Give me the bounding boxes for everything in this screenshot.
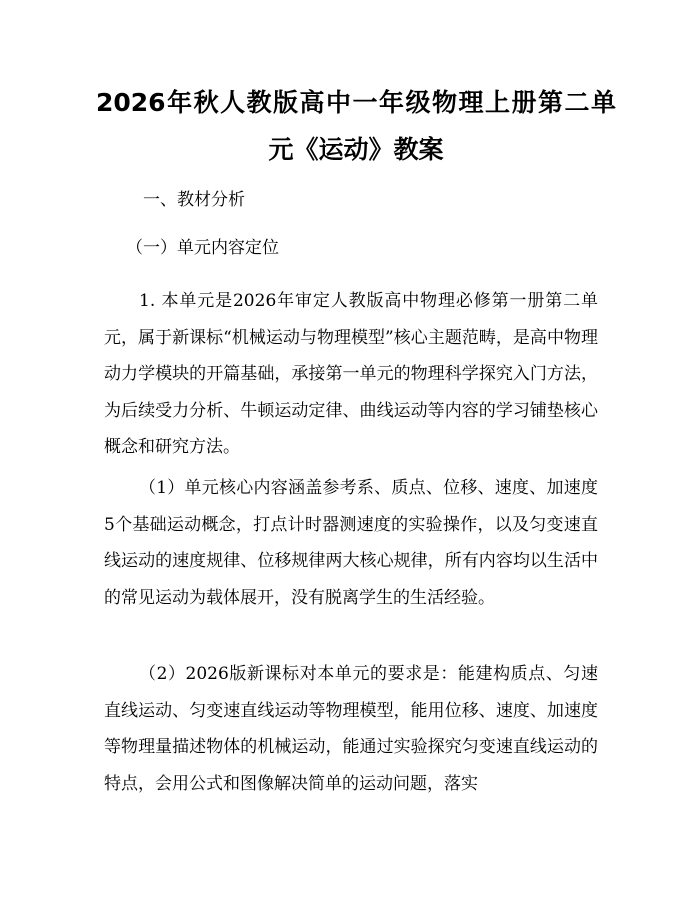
document-title-line-2: 元《运动》教案 <box>268 135 444 164</box>
paragraph-2: （1）单元核心内容涵盖参考系、质点、位移、速度、加速度5个基础运动概念，打点计时器测速度的实验操作，以及匀变速直线运动的速度规律、位移规律两大核心规律，所有内容均以生活中的常见运动为载体展开，没有脱离学生的生活经验。 <box>104 478 598 608</box>
paragraph-1: 1. 本单元是2026年审定人教版高中物理必修第一册第二单元，属于新课标“机械运动与物理模型”核心主题范畴，是高中物理动力学模块的开篇基础，承接第一单元的物理科学探究入门方法，为后续受力分析、牛顿运动定律、曲线运动等内容的学习铺垫核心概念和研究方法。 <box>104 291 598 457</box>
subsection-heading: （一）单元内容定位 <box>126 238 279 258</box>
section-heading: 一、教材分析 <box>143 190 245 210</box>
paragraph-3: （2）2026版新课标对本单元的要求是：能建构质点、匀速直线运动、匀变速直线运动等物理模型，能用位移、速度、加速度等物理量描述物体的机械运动，能通过实验探究匀变速直线运动的特点，会用公式和图像解决简单的运动问题，落实 <box>104 664 598 794</box>
document-title-line-1: 2026年秋人教版高中一年级物理上册第二单 <box>96 88 616 117</box>
